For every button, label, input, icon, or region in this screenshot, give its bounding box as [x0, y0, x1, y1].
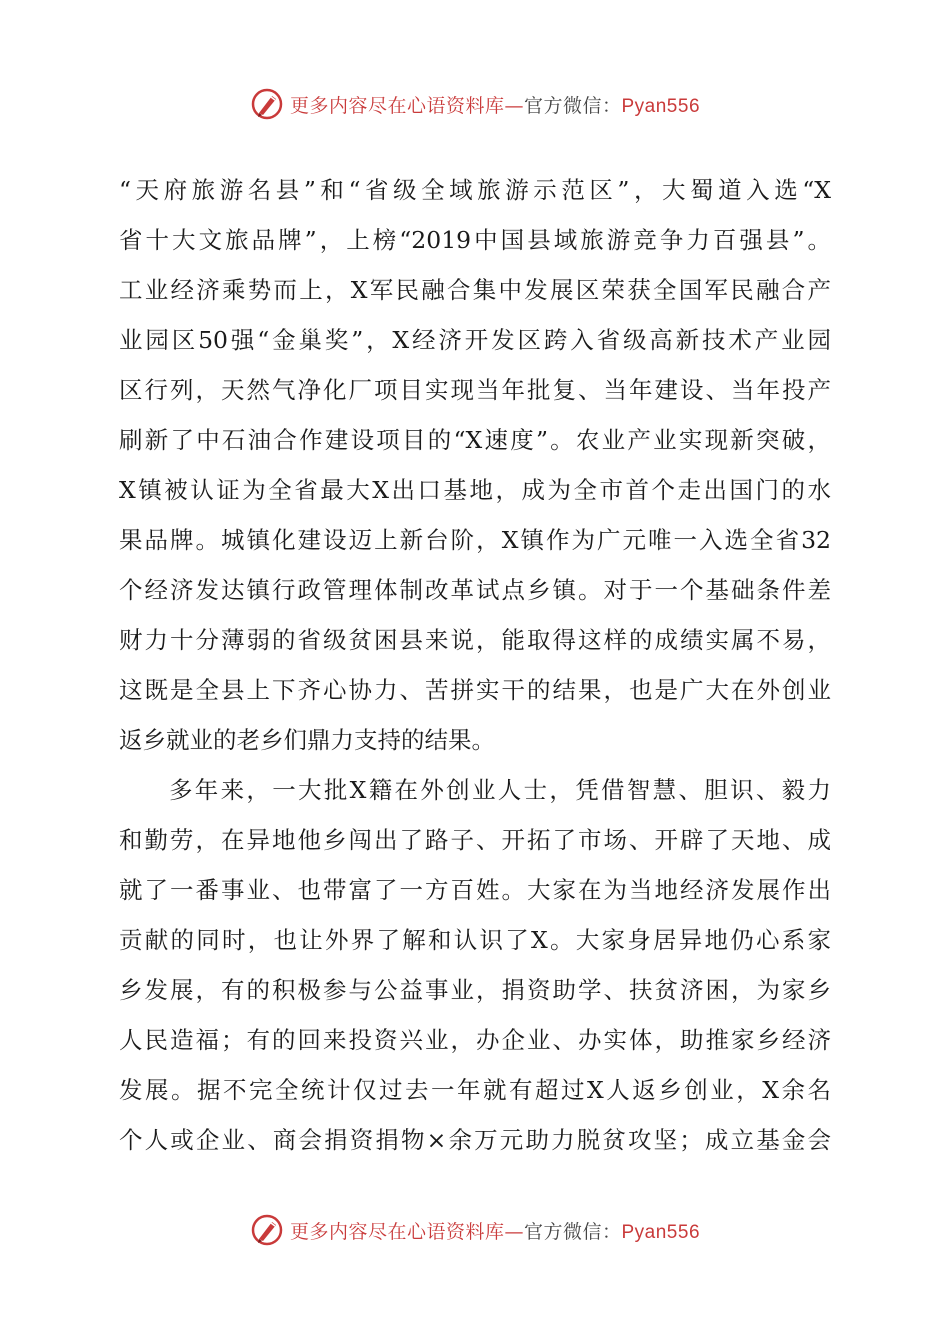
text-line: 区行列，天然气净化厂项目实现当年批复、当年建设、当年投产 [119, 376, 831, 404]
text-line: 个人或企业、商会捐资捐物×余万元助力脱贫攻坚；成立基金会 [119, 1126, 831, 1154]
text-line: 多年来，一大批X籍在外创业人士，凭借智慧、胆识、毅力 [169, 776, 831, 804]
watermark-separator: — [504, 1220, 524, 1243]
text-line: 果品牌。城镇化建设迈上新台阶，X镇作为广元唯一入选全省32 [119, 526, 831, 554]
text-line: 工业经济乘势而上，X军民融合集中发展区荣获全国军民融合产 [119, 276, 831, 304]
text-line: 这既是全县上下齐心协力、苦拼实干的结果，也是广大在外创业 [119, 676, 831, 704]
text-line: 乡发展，有的积极参与公益事业，捐资助学、扶贫济困，为家乡 [119, 976, 831, 1004]
pen-logo-icon [250, 87, 284, 121]
watermark-text [290, 1217, 700, 1244]
watermark-text [290, 91, 700, 118]
text-line: 财力十分薄弱的省级贫困县来说，能取得这样的成绩实属不易， [119, 626, 831, 654]
watermark-main: 更多内容尽在心语资料库 [289, 94, 505, 117]
text-line: 个经济发达镇行政管理体制改革试点乡镇。对于一个基础条件差 [119, 576, 831, 604]
text-line: “天府旅游名县”和“省级全域旅游示范区”，大蜀道入选“X [119, 176, 831, 204]
text-line: 返乡就业的老乡们鼎力支持的结果。 [119, 726, 495, 754]
text-line: X镇被认证为全省最大X出口基地，成为全市首个走出国门的水 [119, 476, 831, 504]
document-body [119, 165, 831, 1165]
text-line: 省十大文旅品牌”，上榜“2019中国县域旅游竞争力百强县”。 [119, 226, 831, 254]
paragraph-2 [119, 765, 831, 1165]
watermark-separator: — [504, 94, 524, 117]
watermark-official-label: 官方微信： [523, 1220, 622, 1243]
watermark-main: 更多内容尽在心语资料库 [289, 1220, 505, 1243]
watermark-wechat-id: Pyan556 [621, 1221, 701, 1243]
watermark-header [0, 86, 950, 122]
paragraph-1 [119, 165, 831, 765]
text-line: 贡献的同时，也让外界了解和认识了X。大家身居异地仍心系家 [119, 926, 831, 954]
text-line: 人民造福；有的回来投资兴业，办企业、办实体，助推家乡经济 [119, 1026, 831, 1054]
pen-logo-icon [250, 1213, 284, 1247]
text-line: 业园区50强“金巢奖”，X经济开发区跨入省级高新技术产业园 [119, 326, 831, 354]
text-line: 和勤劳，在异地他乡闯出了路子、开拓了市场、开辟了天地、成 [119, 826, 831, 854]
watermark-footer [0, 1212, 950, 1248]
text-line: 就了一番事业、也带富了一方百姓。大家在为当地经济发展作出 [119, 876, 831, 904]
text-line: 刷新了中石油合作建设项目的“X速度”。农业产业实现新突破， [119, 426, 831, 454]
text-line: 发展。据不完全统计仅过去一年就有超过X人返乡创业，X余名 [119, 1076, 831, 1104]
watermark-official-label: 官方微信： [523, 94, 622, 117]
watermark-wechat-id: Pyan556 [621, 95, 701, 117]
